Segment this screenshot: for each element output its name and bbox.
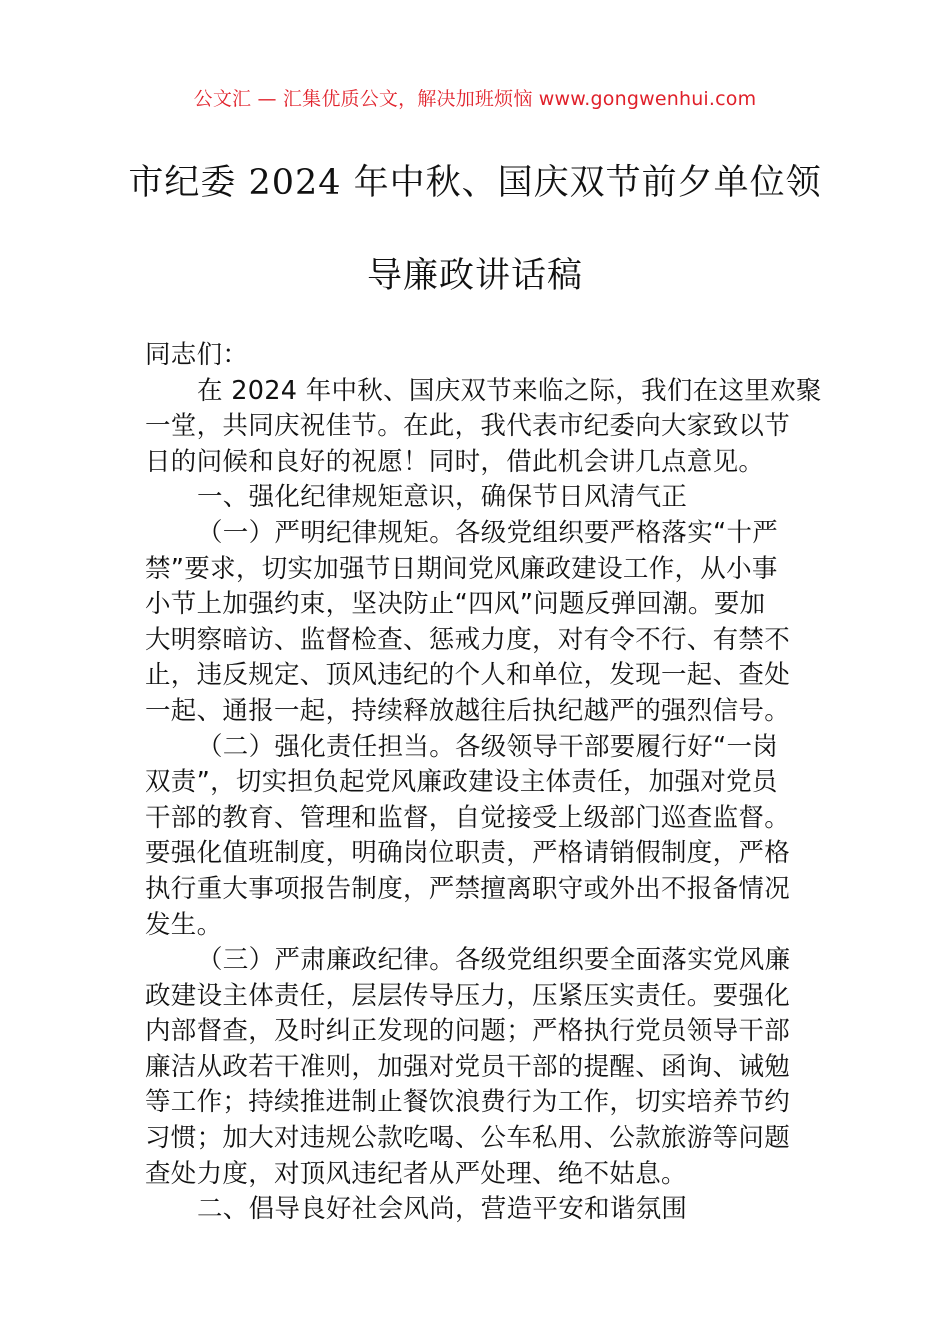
paragraph-line: 干部的教育、管理和监督，自觉接受上级部门巡查监督。 [145, 802, 791, 833]
paragraph-line: 执行重大事项报告制度，严禁擅离职守或外出不报备情况 [145, 873, 791, 904]
paragraph-line: 要强化值班制度，明确岗位职责，严格请销假制度，严格 [145, 838, 791, 869]
paragraph-line: 内部督查，及时纠正发现的问题；严格执行党员领导干部 [145, 1016, 791, 1047]
section-heading-2: 二、倡导良好社会风尚，营造平安和谐氛围 [197, 1194, 688, 1225]
document-title-line-1: 市纪委 2024 年中秋、国庆双节前夕单位领 [128, 163, 822, 203]
paragraph-line: （三）严肃廉政纪律。各级党组织要全面落实党风廉 [197, 945, 791, 976]
paragraph-line: 大明察暗访、监督检查、惩戒力度，对有令不行、有禁不 [145, 624, 791, 655]
paragraph-line: 双责”，切实担负起党风廉政建设主体责任，加强对党员 [145, 767, 778, 798]
paragraph-line: （二）强化责任担当。各级领导干部要履行好“一岗 [197, 731, 779, 762]
document-title-line-2: 导廉政讲话稿 [366, 256, 583, 296]
section-heading-1: 一、强化纪律规矩意识，确保节日风清气正 [197, 482, 688, 513]
salutation: 同志们： [145, 340, 249, 370]
paragraph-line: 在 2024 年中秋、国庆双节来临之际，我们在这里欢聚 [197, 375, 822, 406]
paragraph-line: 一堂，共同庆祝佳节。在此，我代表市纪委向大家致以节 [145, 411, 791, 442]
paragraph-line: 发生。 [145, 909, 223, 940]
document-body [145, 338, 822, 1228]
paragraph-line: 查处力度，对顶风违纪者从严处理、绝不姑息。 [145, 1158, 687, 1189]
paragraph-line: 习惯；加大对违规公款吃喝、公车私用、公款旅游等问题 [145, 1123, 791, 1154]
paragraph-line: 止，违反规定、顶风违纪的个人和单位，发现一起、查处 [145, 660, 791, 691]
paragraph-line: 一起、通报一起，持续释放越往后执纪越严的强烈信号。 [145, 695, 791, 726]
paragraph-line: （一）严明纪律规矩。各级党组织要严格落实“十严 [197, 517, 779, 548]
paragraph-line: 禁”要求，切实加强节日期间党风廉政建设工作，从小事 [145, 553, 778, 584]
paragraph-line: 日的问候和良好的祝愿！同时，借此机会讲几点意见。 [145, 446, 765, 477]
paragraph-line: 政建设主体责任，层层传导压力，压紧压实责任。要强化 [145, 980, 791, 1011]
paragraph-line: 小节上加强约束，坚决防止“四风”问题反弹回潮。要加 [145, 589, 766, 620]
watermark-banner: 公文汇 — 汇集优质公文，解决加班烦恼 www.gongwenhui.com [193, 88, 757, 110]
paragraph-line: 等工作；持续推进制止餐饮浪费行为工作，切实培养节约 [145, 1087, 791, 1118]
paragraph-line: 廉洁从政若干准则，加强对党员干部的提醒、函询、诫勉 [145, 1051, 791, 1082]
